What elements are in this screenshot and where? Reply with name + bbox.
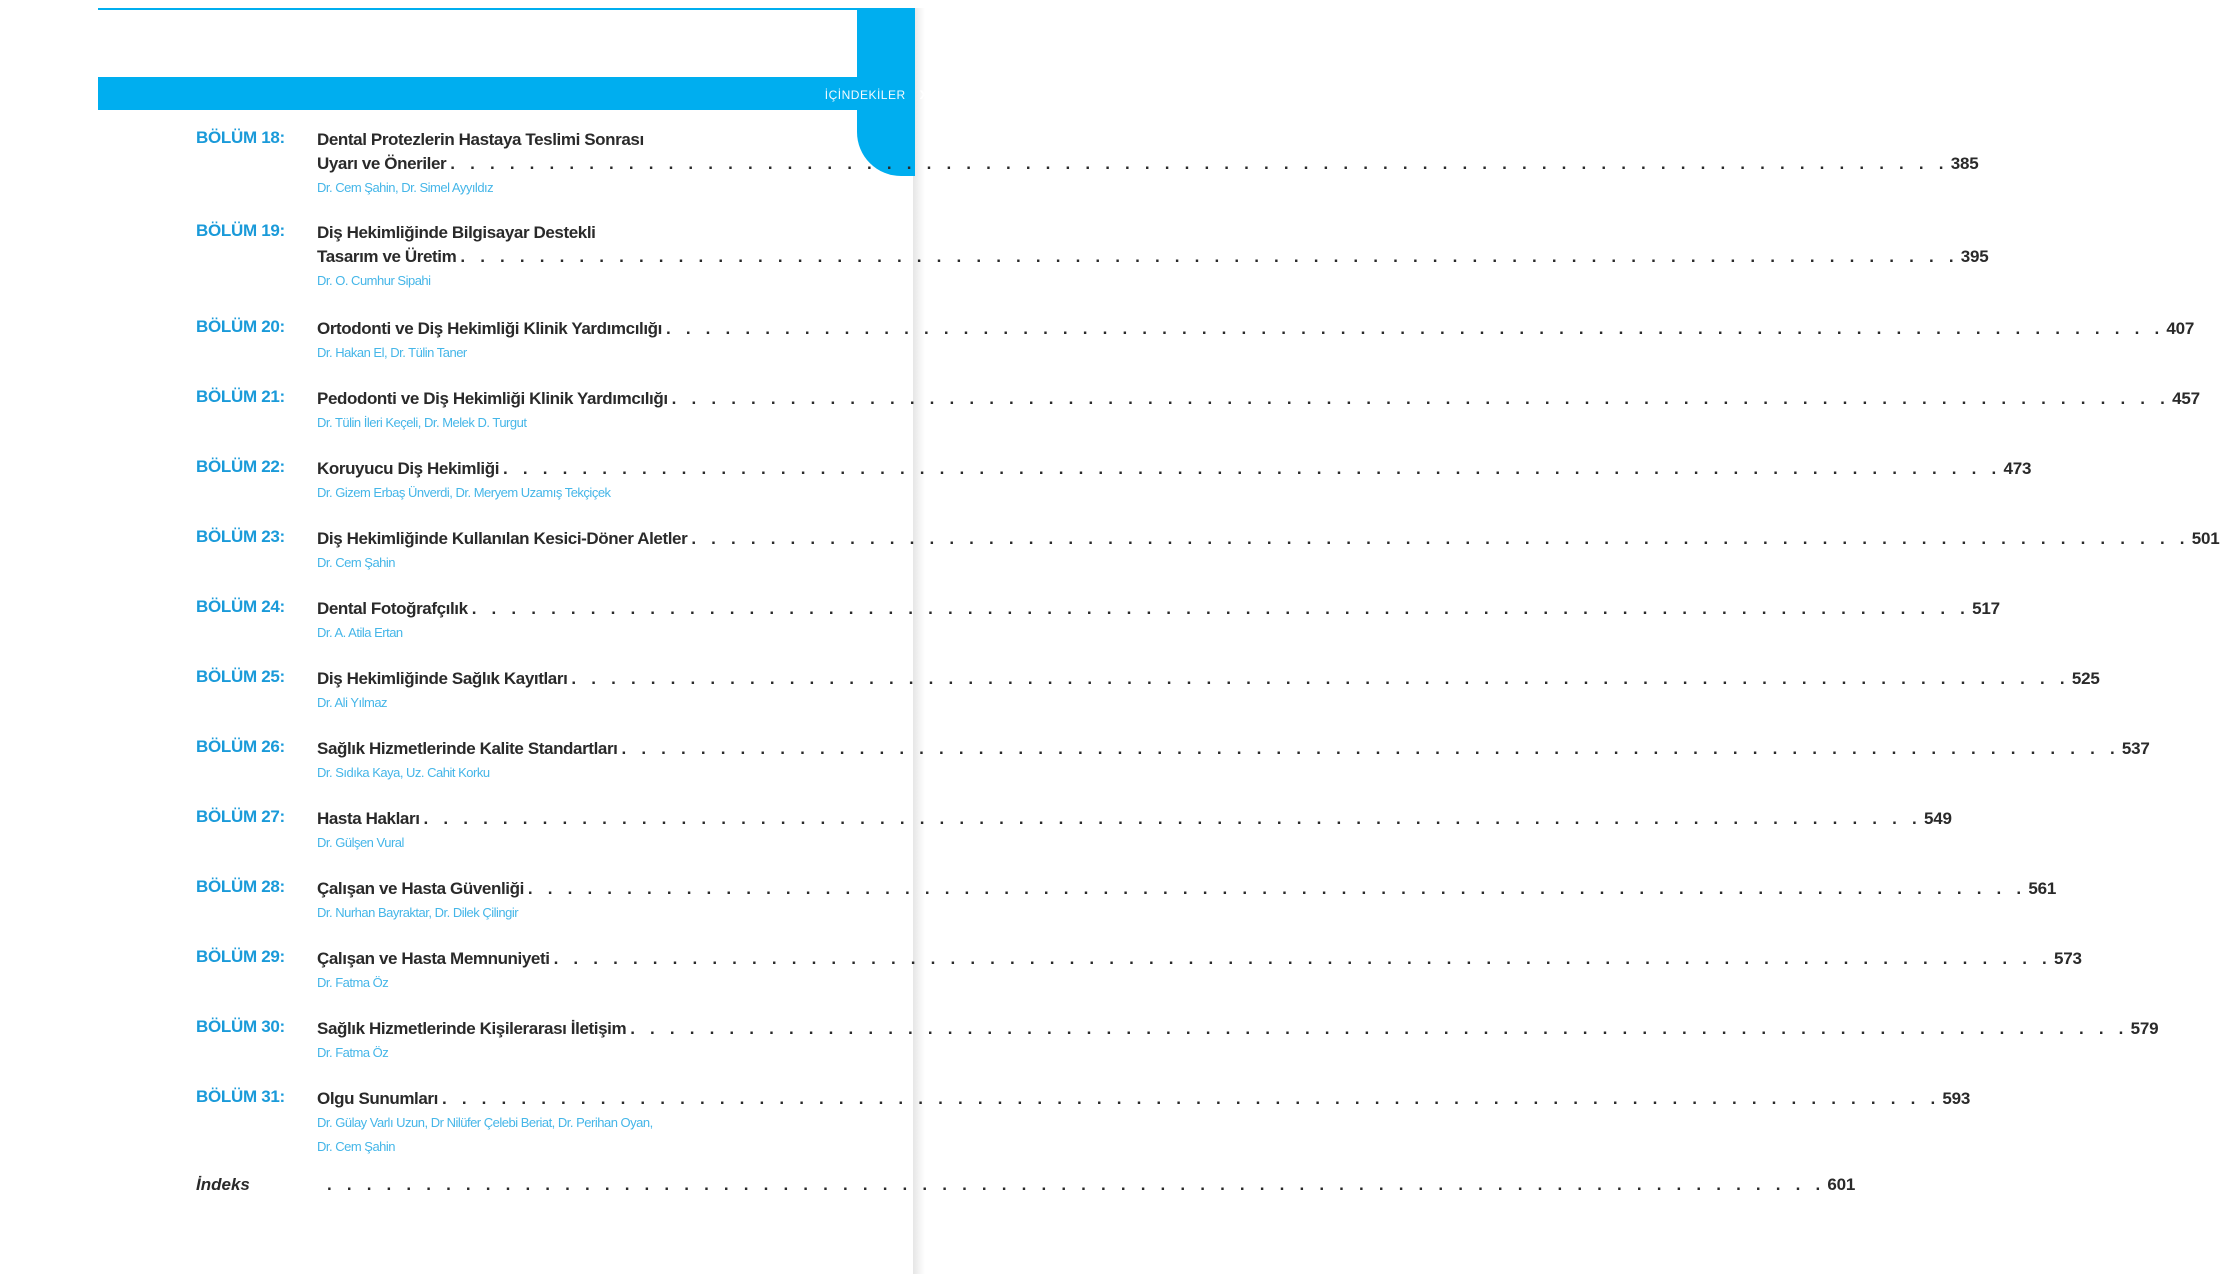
dot-leader: . . . . . . . . . . . . . . . . . . . . . . . . . . . . . . . . . . . . . . . . . . . . . . . . . . . . . . . . . . . . . . . . . . . . . . . . . . . . <box>471 599 1971 618</box>
entry-content <box>317 1087 1971 1159</box>
entry-authors: Dr. Cem Şahin, Dr. Simel Ayyıldız <box>317 180 494 195</box>
entry-authors: Dr. Fatma Öz <box>317 975 389 990</box>
running-title: İÇİNDEKİLER <box>824 88 906 102</box>
toc-entry <box>196 128 1979 221</box>
chapter-label: BÖLÜM 26: <box>196 737 285 756</box>
dot-leader: . . . . . . . . . . . . . . . . . . . . . . . . . . . . . . . . . . . . . . . . . . . . . . . . . . . . . . . . . . . . . . . . . . . . . . . . . . . . <box>460 247 1959 266</box>
toc-entry <box>196 1017 2159 1087</box>
chapter-label: BÖLÜM 29: <box>196 947 285 966</box>
entry-content <box>317 877 2057 925</box>
entry-content <box>317 737 2150 785</box>
chapter-label: BÖLÜM 23: <box>196 527 285 546</box>
entry-title-line <box>317 947 2082 971</box>
toc-entry <box>196 317 2195 387</box>
entry-page-number: 385 <box>1950 154 1979 173</box>
entry-authors: Dr. Tülin İleri Keçeli, Dr. Melek D. Turgut <box>317 415 527 430</box>
entry-title: Koruyucu Diş Hekimliği <box>317 459 500 478</box>
dot-leader: . . . . . . . . . . . . . . . . . . . . . . . . . . . . . . . . . . . . . . . . . . . . . . . . . . . . . . . . . . . . . . . . . . . . . . . . . . . . <box>450 154 1949 173</box>
entry-authors: Dr. Nurhan Bayraktar, Dr. Dilek Çilingir <box>317 905 519 920</box>
entry-authors: Dr. Fatma Öz <box>317 1045 389 1060</box>
entry-content <box>317 1017 2159 1065</box>
dot-leader: . . . . . . . . . . . . . . . . . . . . . . . . . . . . . . . . . . . . . . . . . . . . . . . . . . . . . . . . . . . . . . . . . . . . . . . . . . . . <box>621 739 2120 758</box>
toc-entry <box>196 387 2200 457</box>
index-page-number: 601 <box>1827 1175 1856 1194</box>
entry-title: Pedodonti ve Diş Hekimliği Klinik Yardımcılığı <box>317 389 668 408</box>
entry-authors: Dr. O. Cumhur Sipahi <box>317 273 431 288</box>
chapter-label: BÖLÜM 27: <box>196 807 285 826</box>
toc-entry <box>196 807 1952 877</box>
entry-title: Dental Protezlerin Hastaya Teslimi Sonrası <box>317 130 644 149</box>
entry-title: Diş Hekimliğinde Kullanılan Kesici-Döner Aletler <box>317 529 688 548</box>
entry-title-line <box>317 221 826 245</box>
entry-title: Hasta Hakları <box>317 809 420 828</box>
entry-title-line <box>317 597 2000 621</box>
entry-page-number: 561 <box>2028 879 2057 898</box>
toc-entry <box>196 877 2057 947</box>
header-band <box>98 77 858 110</box>
entry-content <box>317 317 2195 365</box>
chapter-label: BÖLÜM 19: <box>196 221 285 240</box>
entry-authors: Dr. Cem Şahin <box>317 1139 396 1154</box>
running-head <box>825 86 934 104</box>
entry-title-line <box>317 317 2195 341</box>
entry-title-line <box>317 245 1989 269</box>
entry-title-line <box>317 387 2200 411</box>
entry-title-line <box>317 527 2220 551</box>
entry-title: Çalışan ve Hasta Memnuniyeti <box>317 949 550 968</box>
entry-title-line <box>317 128 826 152</box>
chapter-label: BÖLÜM 24: <box>196 597 285 616</box>
entry-page-number: 537 <box>2121 739 2150 758</box>
dot-leader: . . . . . . . . . . . . . . . . . . . . . . . . . . . . . . . . . . . . . . . . . . . . . . . . . . . . . . . . . . . . . . . . . . . . . . . . . . . . <box>423 809 1922 828</box>
entry-content <box>317 387 2200 435</box>
entry-title: Diş Hekimliğinde Sağlık Kayıtları <box>317 669 568 688</box>
entry-page-number: 593 <box>1942 1089 1971 1108</box>
chapter-label: BÖLÜM 22: <box>196 457 285 476</box>
entry-authors: Dr. Gülşen Vural <box>317 835 404 850</box>
entry-page-number: 525 <box>2071 669 2100 688</box>
index-label: İndeks <box>196 1175 250 1194</box>
entry-content <box>317 947 2082 995</box>
top-rule <box>98 8 858 10</box>
entry-title: Olgu Sunumları <box>317 1089 438 1108</box>
entry-title-line <box>317 1017 2159 1041</box>
entry-title-line <box>317 807 1952 831</box>
entry-page-number: 473 <box>2003 459 2032 478</box>
chapter-label: BÖLÜM 20: <box>196 317 285 336</box>
entry-authors: Dr. Hakan El, Dr. Tülin Taner <box>317 345 467 360</box>
toc-entry <box>196 597 2000 667</box>
entry-page-number: 395 <box>1960 247 1989 266</box>
entry-content <box>317 457 2032 505</box>
entry-authors: Dr. Cem Şahin <box>317 555 396 570</box>
entry-authors: Dr. A. Atila Ertan <box>317 625 403 640</box>
dot-leader: . . . . . . . . . . . . . . . . . . . . . . . . . . . . . . . . . . . . . . . . . . . . . . . . . . . . . . . . . . . . . . . . . . . . . . . . . . . . <box>327 1175 1826 1194</box>
chapter-label: BÖLÜM 28: <box>196 877 285 896</box>
chapter-label: BÖLÜM 25: <box>196 667 285 686</box>
dot-leader: . . . . . . . . . . . . . . . . . . . . . . . . . . . . . . . . . . . . . . . . . . . . . . . . . . . . . . . . . . . . . . . . . . . . . . . . . . . . <box>630 1019 2129 1038</box>
chapter-label: BÖLÜM 18: <box>196 128 285 147</box>
dot-leader: . . . . . . . . . . . . . . . . . . . . . . . . . . . . . . . . . . . . . . . . . . . . . . . . . . . . . . . . . . . . . . . . . . . . . . . . . . . . <box>571 669 2070 688</box>
entry-page-number: 517 <box>1972 599 2000 618</box>
entry-title-line <box>317 737 2150 761</box>
entry-authors: Dr. Ali Yılmaz <box>317 695 388 710</box>
index-content <box>317 1173 1856 1197</box>
index-entry <box>196 1173 1856 1197</box>
index-line <box>317 1173 1856 1197</box>
entry-title-line <box>317 667 2100 691</box>
entry-authors: Dr. Sıdıka Kaya, Uz. Cahit Korku <box>317 765 490 780</box>
entry-title: Ortodonti ve Diş Hekimliği Klinik Yardımcılığı <box>317 319 662 338</box>
entry-title: Uyarı ve Öneriler <box>317 154 447 173</box>
page-edge-shadow <box>913 8 925 1274</box>
entry-content <box>317 527 2220 575</box>
dot-leader: . . . . . . . . . . . . . . . . . . . . . . . . . . . . . . . . . . . . . . . . . . . . . . . . . . . . . . . . . . . . . . . . . . . . . . . . . . . . <box>665 319 2165 338</box>
page-number: xi <box>919 86 934 103</box>
entry-content <box>317 221 1989 293</box>
entry-authors: Dr. Gizem Erbaş Ünverdi, Dr. Meryem Uzamış Tekçiçek <box>317 485 611 500</box>
entry-title: Sağlık Hizmetlerinde Kalite Standartları <box>317 739 618 758</box>
entry-page-number: 579 <box>2130 1019 2159 1038</box>
toc-entry <box>196 667 2100 737</box>
entry-title-line <box>317 1087 1971 1111</box>
toc-entry <box>196 737 2150 807</box>
entry-title: Diş Hekimliğinde Bilgisayar Destekli <box>317 223 596 242</box>
entry-page-number: 457 <box>2172 389 2200 408</box>
entry-content <box>317 807 1952 855</box>
entry-title: Dental Fotoğrafçılık <box>317 599 468 618</box>
entry-page-number: 573 <box>2053 949 2082 968</box>
toc-entry <box>196 457 2032 527</box>
chapter-label: BÖLÜM 31: <box>196 1087 285 1106</box>
entry-page-number: 501 <box>2191 529 2220 548</box>
toc-entry <box>196 527 2220 597</box>
chapter-label: BÖLÜM 30: <box>196 1017 285 1036</box>
chapter-label: BÖLÜM 21: <box>196 387 285 406</box>
dot-leader: . . . . . . . . . . . . . . . . . . . . . . . . . . . . . . . . . . . . . . . . . . . . . . . . . . . . . . . . . . . . . . . . . . . . . . . . . . . . <box>691 529 2190 548</box>
entry-title: Sağlık Hizmetlerinde Kişilerarası İletişim <box>317 1019 627 1038</box>
toc-entry <box>196 221 1989 317</box>
dot-leader: . . . . . . . . . . . . . . . . . . . . . . . . . . . . . . . . . . . . . . . . . . . . . . . . . . . . . . . . . . . . . . . . . . . . . . . . . . . . <box>441 1089 1941 1108</box>
dot-leader: . . . . . . . . . . . . . . . . . . . . . . . . . . . . . . . . . . . . . . . . . . . . . . . . . . . . . . . . . . . . . . . . . . . . . . . . . . . . <box>553 949 2052 968</box>
toc-entry <box>196 1087 1971 1159</box>
table-of-contents <box>196 128 2220 1197</box>
dot-leader: . . . . . . . . . . . . . . . . . . . . . . . . . . . . . . . . . . . . . . . . . . . . . . . . . . . . . . . . . . . . . . . . . . . . . . . . . . . . <box>671 389 2171 408</box>
toc-entry <box>196 947 2082 1017</box>
dot-leader: . . . . . . . . . . . . . . . . . . . . . . . . . . . . . . . . . . . . . . . . . . . . . . . . . . . . . . . . . . . . . . . . . . . . . . . . . . . . <box>503 459 2002 478</box>
entry-page-number: 549 <box>1923 809 1952 828</box>
entry-authors: Dr. Gülay Varlı Uzun, Dr Nilüfer Çelebi Beriat, Dr. Perihan Oyan, <box>317 1115 653 1130</box>
entry-title-line <box>317 152 1979 176</box>
entry-title-line <box>317 457 2032 481</box>
entry-content <box>317 128 1979 200</box>
entry-title: Tasarım ve Üretim <box>317 247 457 266</box>
entry-page-number: 407 <box>2166 319 2195 338</box>
dot-leader: . . . . . . . . . . . . . . . . . . . . . . . . . . . . . . . . . . . . . . . . . . . . . . . . . . . . . . . . . . . . . . . . . . . . . . . . . . . . <box>527 879 2027 898</box>
entry-title: Çalışan ve Hasta Güvenliği <box>317 879 524 898</box>
entry-title-line <box>317 877 2057 901</box>
entry-content <box>317 667 2100 715</box>
entry-content <box>317 597 2000 645</box>
